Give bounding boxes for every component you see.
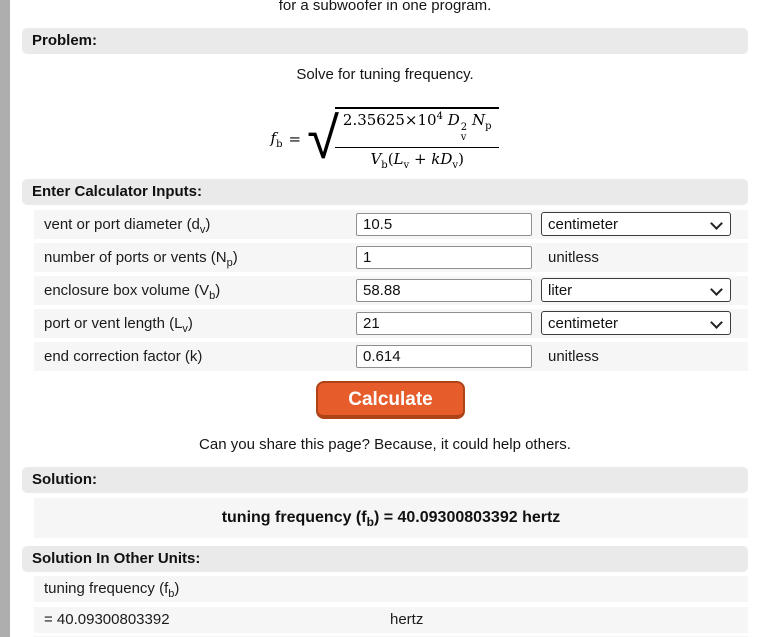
solution-header: Solution:	[22, 467, 748, 493]
box-volume-unit-select[interactable]	[541, 278, 731, 302]
formula-numerator: $2.35625\times 10^4$ D 2 v $N_p$	[335, 109, 500, 148]
other-units-value: = 40.09300803392	[44, 611, 170, 628]
input-row-box-volume	[34, 276, 748, 305]
intro-text-tail: for a subwoofer in one program.	[278, 0, 492, 14]
vent-length-unit-select[interactable]	[541, 311, 731, 335]
vent-length-label: port or vent length $(L_v)$	[44, 315, 193, 335]
input-row-ports-count	[34, 243, 748, 272]
other-units-header: Solution In Other Units:	[22, 546, 748, 572]
box-volume-unit-wrap	[541, 278, 731, 302]
vent-diameter-input[interactable]	[356, 213, 532, 236]
formula-fraction	[335, 107, 500, 172]
input-row-vent-diameter	[34, 210, 748, 239]
end-correction-unit-text: unitless	[548, 348, 599, 365]
input-row-vent-length	[34, 309, 748, 338]
vent-diameter-unit-wrap	[541, 212, 731, 236]
radical-sign-icon: √	[307, 104, 339, 172]
formula-denominator: $V_b(L_v + kD_v)$	[370, 149, 464, 171]
other-units-unit: hertz	[390, 611, 424, 628]
other-units-row-value	[34, 607, 748, 633]
vent-length-input[interactable]	[356, 312, 532, 335]
formula-lhs: $f_b$	[270, 128, 283, 150]
vent-diameter-unit-select[interactable]	[541, 212, 731, 236]
ports-count-input[interactable]	[356, 246, 532, 269]
share-prompt: Can you share this page? Because, it could help others.	[199, 436, 571, 453]
input-row-end-correction	[34, 342, 748, 371]
vent-diameter-label: vent or port diameter $(d_v)$	[44, 216, 211, 236]
box-volume-input[interactable]	[356, 279, 532, 302]
formula-sqrt	[307, 104, 499, 172]
box-volume-label: enclosure box volume $(V_b)$	[44, 282, 221, 302]
problem-statement: Solve for tuning frequency.	[296, 66, 474, 83]
tuning-frequency-formula	[22, 104, 748, 172]
other-units-quantity-label: tuning frequency $(f_b)$	[44, 580, 180, 600]
end-correction-input[interactable]	[356, 345, 532, 368]
ports-count-unit-text: unitless	[548, 249, 599, 266]
other-units-row-label	[34, 576, 748, 602]
ports-count-label: number of ports or vents $(N_p)$	[44, 249, 238, 269]
vent-length-unit-wrap	[541, 311, 731, 335]
problem-header: Problem:	[22, 28, 748, 54]
inputs-header: Enter Calculator Inputs:	[22, 179, 748, 205]
calculate-button[interactable]: Calculate	[316, 381, 465, 419]
left-scrollbar[interactable]	[0, 0, 10, 637]
end-correction-label: end correction factor (k)	[44, 348, 203, 365]
formula-equals: =	[288, 130, 302, 148]
solution-result: tuning frequency $(f_b) = 40.09300803392$ hertz	[34, 498, 748, 538]
